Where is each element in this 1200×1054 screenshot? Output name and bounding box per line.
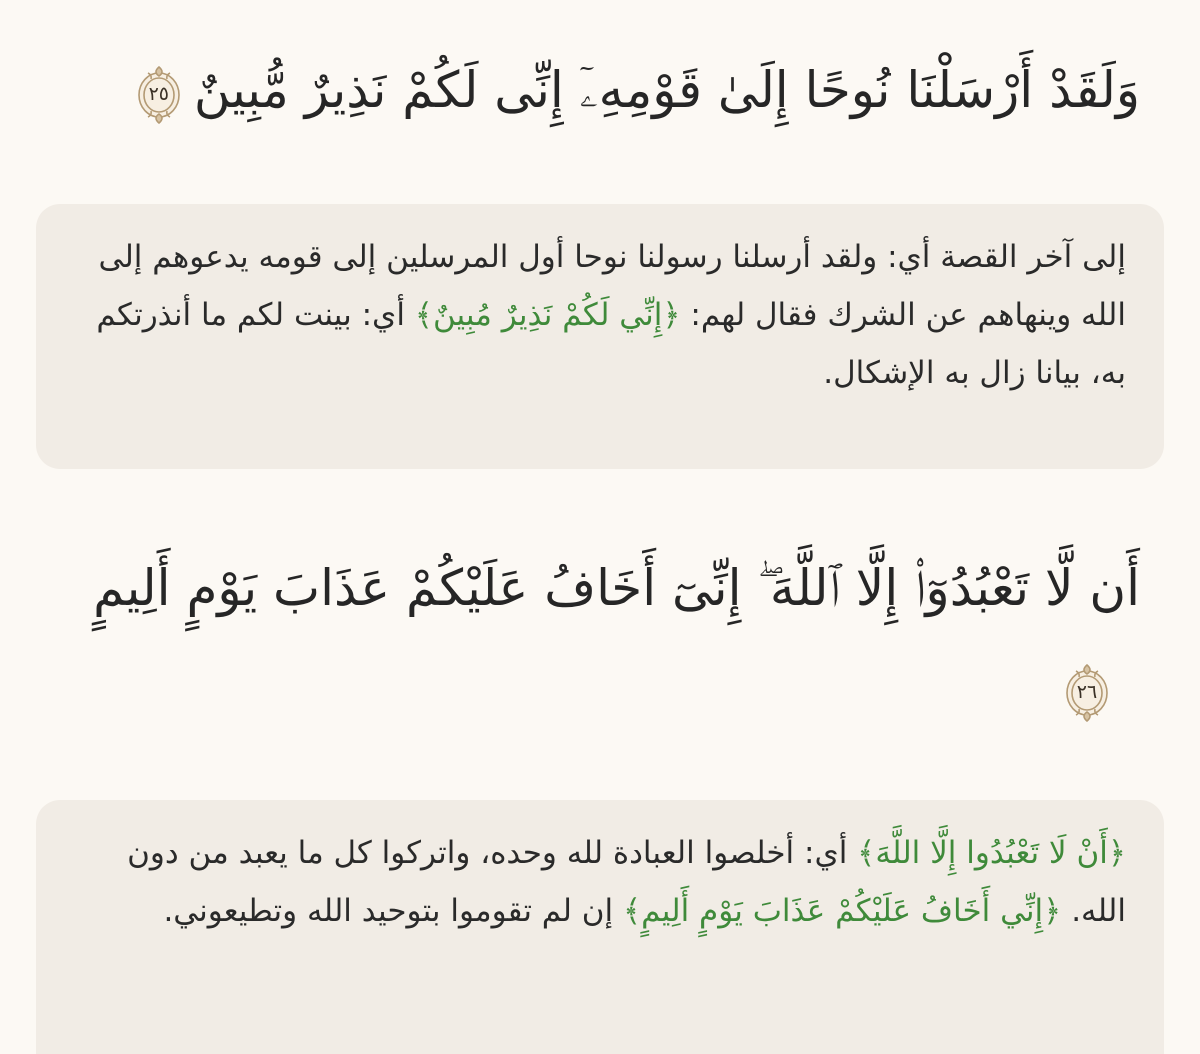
ayah-number: ٢٥ <box>148 83 170 105</box>
tafsir-card-25[interactable] <box>36 204 1164 469</box>
ayah-end-ornament-icon <box>1062 660 1112 724</box>
verse-text: وَلَقَدْ أَرْسَلْنَا نُوحًا إِلَىٰ قَوْمِهِۦٓ إِنِّى لَكُمْ نَذِيرٌ مُّبِينٌ <box>193 61 1140 119</box>
ayah-end-ornament-icon <box>134 62 184 126</box>
tafsir-card-26[interactable] <box>36 800 1164 1054</box>
verse-26[interactable] <box>60 552 1140 624</box>
ayah-number: ٢٦ <box>1076 681 1098 703</box>
verse-text: أَن لَّا تَعْبُدُوٓا۟ إِلَّا ٱللَّهَ ۖ إِنِّىٓ أَخَافُ عَلَيْكُمْ عَذَابَ يَوْمٍ أَلِيمٍ <box>93 559 1140 617</box>
tafsir-text: أي: أخلصوا العبادة لله وحده، واتركوا كل ما يعبد من دون الله. <box>127 835 1126 929</box>
quran-quote: ﴿أَنْ لَا تَعْبُدُوا إِلَّا اللَّهَ﴾ <box>857 835 1126 871</box>
tafsir-text: أي: بينت لكم ما أنذرتكم به، بيانا زال به الإشكال. <box>96 297 1126 391</box>
verse-25[interactable] <box>60 54 1140 126</box>
quran-quote: ﴿إِنِّي أَخَافُ عَلَيْكُمْ عَذَابَ يَوْمٍ أَلِيمٍ﴾ <box>622 893 1062 929</box>
tafsir-text: إلى آخر القصة أي: ولقد أرسلنا رسولنا نوحا أول المرسلين إلى قومه يدعوهم إلى الله وينهاهم عن الشرك فقال لهم: <box>98 239 1126 333</box>
quran-quote: ﴿إِنِّي لَكُمْ نَذِيرٌ مُبِينٌ﴾ <box>414 297 681 333</box>
tafsir-text: إن لم تقوموا بتوحيد الله وتطيعوني. <box>163 893 623 929</box>
